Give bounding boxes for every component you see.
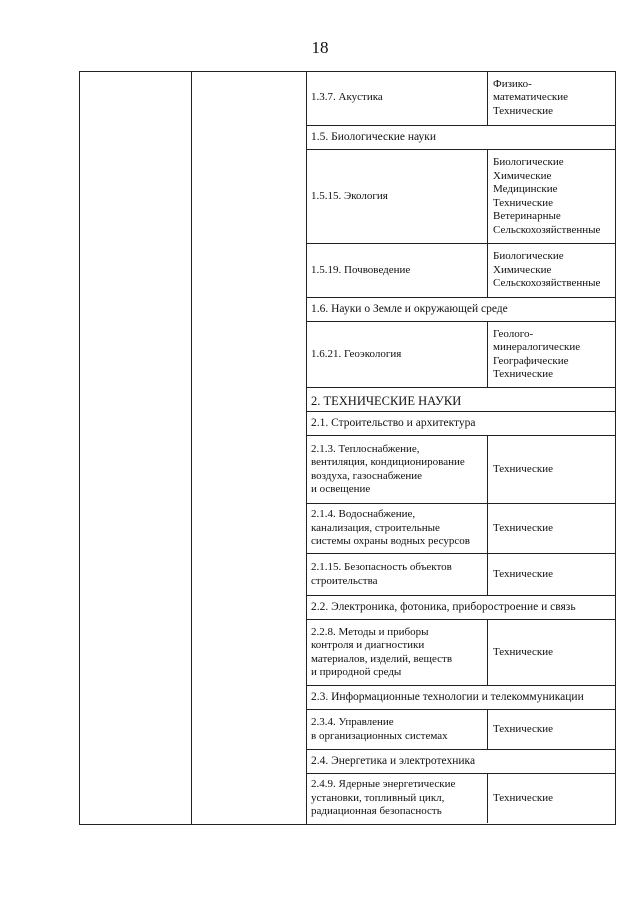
table-row [307,71,616,125]
sciences-cell: Биологические Химические Сельскохозяйственные [487,244,615,297]
specialty-cell: 2.3.4. Управление в организационных системах [311,716,448,742]
specialty-cell: 2.1.15. Безопасность объектов строительства [311,561,452,587]
table-row [307,243,616,297]
table-row [307,773,616,823]
specialty-cell: 2.1.3. Теплоснабжение, вентиляция, кондиционирование воздуха, газоснабжение и освещение [311,442,465,495]
specialty-cell: 2.2.8. Методы и приборы контроля и диагностики материалов, изделий, веществ и природной среды [311,625,453,678]
section-row: 1.6. Науки о Земле и окружающей среде [307,297,616,321]
table-column-group [192,71,307,825]
section-row: 2. ТЕХНИЧЕСКИЕ НАУКИ [307,387,616,411]
sciences-cell: Технические [487,774,615,823]
table-row [307,435,616,503]
sciences-cell: Физико- математические Технические [487,71,615,125]
table-row [307,321,616,387]
specialty-cell: 1.3.7. Акустика [311,91,383,104]
specialty-cell: 2.4.9. Ядерные энергетические установки, топливный цикл, радиационная безопасность [311,778,456,818]
table-row [307,619,616,685]
table-row [307,553,616,595]
table-column-number [79,71,192,825]
page-number: 18 [311,38,329,57]
sciences-cell: Биологические Химические Медицинские Технические Ветеринарные Сельскохозяйственные [487,150,615,243]
specialty-cell: 2.1.4. Водоснабжение, канализация, строительные системы охраны водных ресурсов [311,508,470,548]
sciences-cell: Технические [487,620,615,685]
sciences-cell: Технические [487,504,615,553]
section-row: 1.5. Биологические науки [307,125,616,149]
table-row [307,709,616,749]
specialty-cell: 1.5.15. Экология [311,189,388,202]
sciences-cell: Технические [487,554,615,595]
sciences-cell: Геолого- минералогические Географические Технические [487,322,615,387]
sciences-cell: Технические [487,436,615,503]
table-row [307,503,616,553]
specialty-cell: 1.6.21. Геоэкология [311,347,402,360]
table-row [307,149,616,243]
section-row: 2.3. Информационные технологии и телекоммуникации [307,685,616,709]
section-row: 2.1. Строительство и архитектура [307,411,616,435]
specialty-cell: 1.5.19. Почвоведение [311,263,411,276]
sciences-cell: Технические [487,710,615,749]
section-row: 2.2. Электроника, фотоника, приборостроение и связь [307,595,616,619]
section-row: 2.4. Энергетика и электротехника [307,749,616,773]
